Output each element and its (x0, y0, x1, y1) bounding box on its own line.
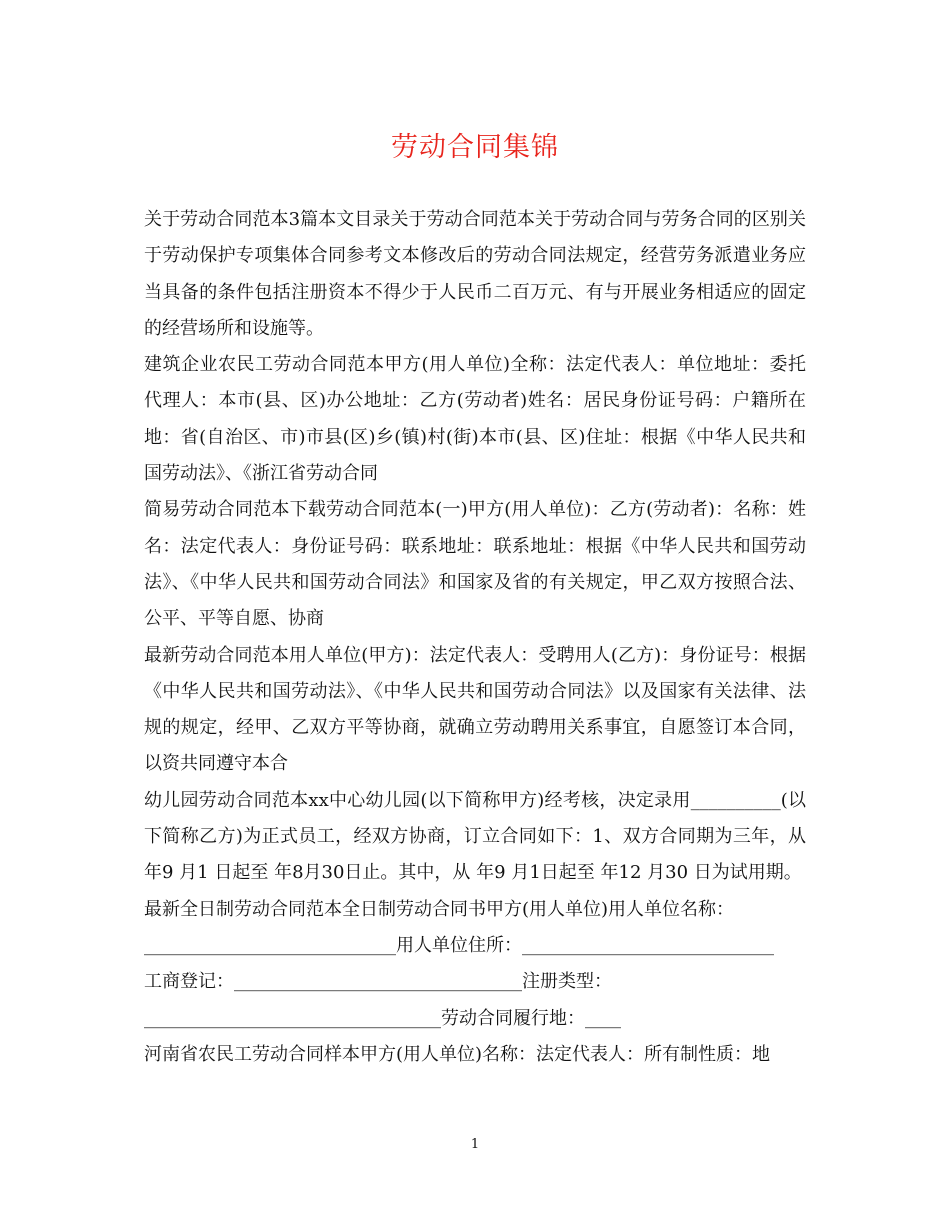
form-line-performance-place: _________________________________劳动合同履行地：____ (144, 1007, 621, 1029)
document-title: 劳动合同集锦 (391, 132, 559, 163)
form-line-employer-address: ____________________________用人单位住所：____________________________ (144, 934, 774, 956)
paragraph-latest-contract: 最新劳动合同范本用人单位(甲方)：法定代表人：受聘用人(乙方)：身份证号：根据《中华人民共和国劳动法》、《中华人民共和国劳动合同法》以及国家有关法律、法规的规定，经甲、乙双方平等协商，就确立劳动聘用关系事宜，自愿签订本合同，以资共同遵守本合 (144, 644, 806, 775)
form-line-business-registration: 工商登记：________________________________注册类型： (144, 971, 612, 993)
paragraph-simple-contract: 简易劳动合同范本下载劳动合同范本(一)甲方(用人单位)：乙方(劳动者)：名称：姓名：法定代表人：身份证号码：联系地址：联系地址：根据《中华人民共和国劳动法》、《中华人民共和国劳动合同法》和国家及省的有关规定，甲乙双方按照合法、公平、平等自愿、协商 (144, 499, 806, 630)
form-line-employer-name: 最新全日制劳动合同范本全日制劳动合同书甲方(用人单位)用人单位名称： (144, 898, 735, 920)
document-body (144, 202, 806, 1073)
page-number: 1 (470, 1137, 480, 1152)
paragraph-construction-contract: 建筑企业农民工劳动合同范本甲方(用人单位)全称：法定代表人：单位地址：委托代理人：本市(县、区)办公地址：乙方(劳动者)姓名：居民身份证号码：户籍所在地：省(自治区、市)市县(区)乡(镇)村(街)本市(县、区)住址：根据《中华人民共和国劳动法》、《浙江省劳动合同 (144, 354, 806, 485)
paragraph-kindergarten-contract: 幼儿园劳动合同范本xx中心幼儿园(以下简称甲方)经考核，决定录用__________(以下简称乙方)为正式员工，经双方协商，订立合同如下：1、双方合同期为三年，从 年9 月1 日起至 年8月30日止。其中，从 年9 月1日起至 年12 月30 日为试用期。 (144, 789, 806, 884)
paragraph-intro: 关于劳动合同范本3篇本文目录关于劳动合同范本关于劳动合同与劳务合同的区别关于劳动保护专项集体合同参考文本修改后的劳动合同法规定，经营劳务派遣业务应当具备的条件包括注册资本不得少于人民币二百万元、有与开展业务相适应的固定的经营场所和设施等。 (144, 209, 806, 339)
paragraph-henan-contract: 河南省农民工劳动合同样本甲方(用人单位)名称：法定代表人：所有制性质：地 (144, 1043, 771, 1065)
